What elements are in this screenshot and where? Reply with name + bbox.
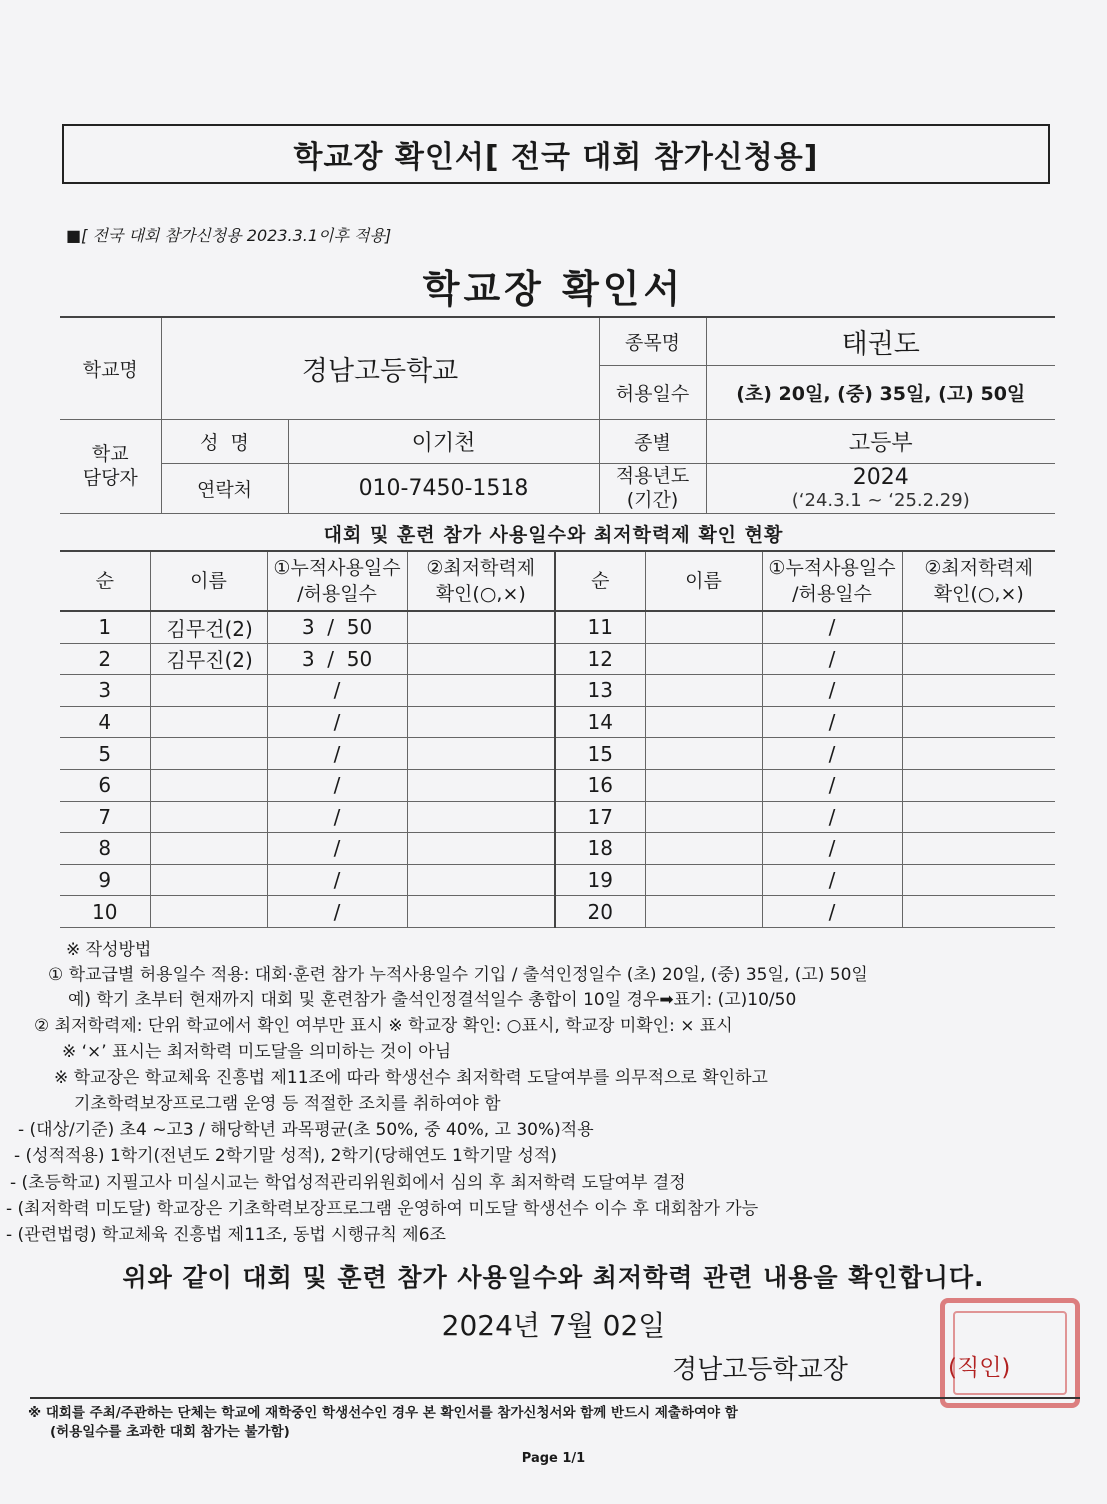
note-line: - (최저학력 미도달) 학교장은 기초학력보장프로그램 운영하여 미도달 학생선수 이수 후 대회참가 가능 [6,1199,759,1219]
conclusion-text: 위와 같이 대회 및 훈련 참가 사용일수와 최저학력 관련 내용을 확인합니다. [122,1263,985,1292]
event-value: 태권도 [706,317,1055,365]
roster-no-cell: 19 [555,864,645,896]
table-row [60,801,1055,833]
roster-days-cell: 3 / 50 [267,643,407,675]
allow-value: (초) 20일, (중) 35일, (고) 50일 [706,365,1055,419]
roster-check-cell [902,706,1055,738]
roster-name-cell [645,706,762,738]
roster-name-cell [645,769,762,801]
header-no: 순 [555,551,645,611]
roster-no-cell: 3 [60,675,150,707]
roster-days-cell: 3 / 50 [267,611,407,643]
roster-check-cell [407,769,555,801]
note-line: - (초등학교) 지필고사 미실시교는 학업성적관리위원회에서 심의 후 최저학력 도달여부 결정 [10,1173,686,1193]
note-line: 기초학력보장프로그램 운영 등 적절한 조치를 취하여야 함 [74,1094,501,1114]
roster-check-cell [902,833,1055,865]
school-label: 학교명 [60,317,161,419]
roster-check-cell [407,801,555,833]
roster-name-cell [645,643,762,675]
roster-name-cell [150,833,267,865]
roster-name-cell: 김무건(2) [150,611,267,643]
roster-days-cell: / [762,738,902,770]
roster-no-cell: 18 [555,833,645,865]
roster-no-cell: 17 [555,801,645,833]
roster-days-cell: / [267,833,407,865]
roster-days-cell: / [762,643,902,675]
roster-no-cell: 7 [60,801,150,833]
header-check: ②최저학력제 확인(○,×) [902,551,1055,611]
roster-days-cell: / [762,706,902,738]
note-line: ① 학교급별 허용일수 적용: 대회·훈련 참가 누적사용일수 기입 / 출석인정일수 (초) 20일, (중) 35일, (고) 50일 [48,965,868,985]
signer-name: 경남고등학교장 [672,1355,848,1385]
note-line: - (관련법령) 학교체육 진흥법 제11조, 동법 시행규칙 제6조 [6,1225,446,1245]
roster-days-cell: / [762,896,902,928]
roster-no-cell: 10 [60,896,150,928]
footnote: ※ 대회를 주최/주관하는 단체는 학교에 재학중인 학생선수인 경우 본 확인서를 참가신청서와 함께 반드시 제출하여야 함 [28,1405,738,1421]
roster-no-cell: 11 [555,611,645,643]
roster-name-cell [645,675,762,707]
roster-days-cell: / [267,706,407,738]
table-row [60,864,1055,896]
roster-name-cell [645,611,762,643]
roster-name-cell [150,896,267,928]
header-days: ①누적사용일수 /허용일수 [267,551,407,611]
note-line: ※ ‘×’ 표시는 최저학력 미도달을 의미하는 것이 아님 [62,1042,452,1062]
sign-date: 2024년 7월 02일 [441,1309,666,1342]
roster-check-cell [902,896,1055,928]
roster-days-cell: / [267,801,407,833]
roster-check-cell [407,896,555,928]
roster-days-cell: / [267,896,407,928]
note-line: - (대상/기준) 초4 ~고3 / 해당학년 과목평균(초 50%, 중 40%, 고 30%)적용 [18,1120,594,1140]
roster-check-cell [902,675,1055,707]
notes-heading: ※ 작성방법 [66,940,152,960]
year-label: 적용년도 (기간) [599,463,706,513]
roster-name-cell: 김무진(2) [150,643,267,675]
roster-check-cell [407,706,555,738]
roster-check-cell [407,675,555,707]
info-table [60,316,1055,514]
notice-text: ■[ 전국 대회 참가신청용 2023.3.1이후 적용] [66,226,392,245]
division-label: 종별 [599,419,706,463]
note-line: 예) 학기 초부터 현재까지 대회 및 훈련참가 출석인정결석일수 총합이 10일 경우➡표기: (고)10/50 [68,990,797,1010]
note-line: ※ 학교장은 학교체육 진흥법 제11조에 따라 학생선수 최저학력 도달여부를 의무적으로 확인하고 [54,1068,768,1088]
roster-no-cell: 5 [60,738,150,770]
roster-days-cell: / [762,801,902,833]
roster-days-cell: / [267,738,407,770]
roster-days-cell: / [267,675,407,707]
roster-name-cell [150,675,267,707]
manager-label: 학교 담당자 [60,419,161,513]
header-days: ①누적사용일수 /허용일수 [762,551,902,611]
roster-name-cell [150,769,267,801]
name-label: 성 명 [161,419,288,463]
roster-check-cell [407,738,555,770]
roster-name-cell [150,801,267,833]
roster-days-cell: / [267,769,407,801]
allow-label: 허용일수 [599,365,706,419]
status-title: 대회 및 훈련 참가 사용일수와 최저학력제 확인 현황 [323,524,784,546]
footnote: (허용일수를 초과한 대회 참가는 불가함) [50,1424,290,1440]
roster-name-cell [150,738,267,770]
contact-label: 연락처 [161,463,288,513]
roster-no-cell: 20 [555,896,645,928]
page-title: 학교장 확인서 [422,267,685,311]
roster-no-cell: 12 [555,643,645,675]
year-value: 2024 [852,465,909,490]
roster-check-cell [902,769,1055,801]
roster-name-cell [645,896,762,928]
table-row [60,675,1055,707]
table-row [60,833,1055,865]
roster-no-cell: 6 [60,769,150,801]
roster-name-cell [645,801,762,833]
roster-no-cell: 4 [60,706,150,738]
roster-check-cell [407,611,555,643]
page-number: Page 1/1 [521,1451,586,1466]
roster-name-cell [645,738,762,770]
header-title: 학교장 확인서[ 전국 대회 참가신청용] [62,124,1050,184]
roster-check-cell [407,643,555,675]
roster-no-cell: 2 [60,643,150,675]
roster-name-cell [150,864,267,896]
school-value: 경남고등학교 [161,317,599,419]
header-check: ②최저학력제 확인(○,×) [407,551,555,611]
roster-no-cell: 9 [60,864,150,896]
roster-no-cell: 14 [555,706,645,738]
roster-days-cell: / [762,611,902,643]
roster-check-cell [407,864,555,896]
table-row [60,896,1055,928]
division-value: 고등부 [706,419,1055,463]
roster-table [60,550,1055,928]
table-row [60,706,1055,738]
roster-name-cell [645,833,762,865]
roster-check-cell [902,864,1055,896]
event-label: 종목명 [599,317,706,365]
seal-label: (직인) [948,1355,1011,1381]
roster-name-cell [150,706,267,738]
roster-no-cell: 16 [555,769,645,801]
note-line: - (성적적용) 1학기(전년도 2학기말 성적), 2학기(당해연도 1학기말 성적) [14,1146,557,1166]
header-no: 순 [60,551,150,611]
roster-check-cell [902,801,1055,833]
roster-days-cell: / [267,864,407,896]
roster-no-cell: 15 [555,738,645,770]
divider [30,1397,1080,1399]
table-row [60,643,1055,675]
contact-value: 010-7450-1518 [288,463,599,513]
roster-days-cell: / [762,833,902,865]
header-name: 이름 [645,551,762,611]
roster-no-cell: 8 [60,833,150,865]
roster-days-cell: / [762,769,902,801]
table-row [60,611,1055,643]
roster-no-cell: 13 [555,675,645,707]
table-row [60,738,1055,770]
roster-check-cell [407,833,555,865]
roster-check-cell [902,738,1055,770]
roster-days-cell: / [762,864,902,896]
note-line: ② 최저학력제: 단위 학교에서 확인 여부만 표시 ※ 학교장 확인: ○표시, 학교장 미확인: × 표시 [34,1016,733,1036]
year-cell [706,463,1055,513]
table-row [60,769,1055,801]
header-name: 이름 [150,551,267,611]
roster-name-cell [645,864,762,896]
roster-no-cell: 1 [60,611,150,643]
period-value: (‘24.3.1 ~ ‘25.2.29) [791,490,970,511]
name-value: 이기천 [288,419,599,463]
roster-check-cell [902,643,1055,675]
roster-check-cell [902,611,1055,643]
roster-days-cell: / [762,675,902,707]
